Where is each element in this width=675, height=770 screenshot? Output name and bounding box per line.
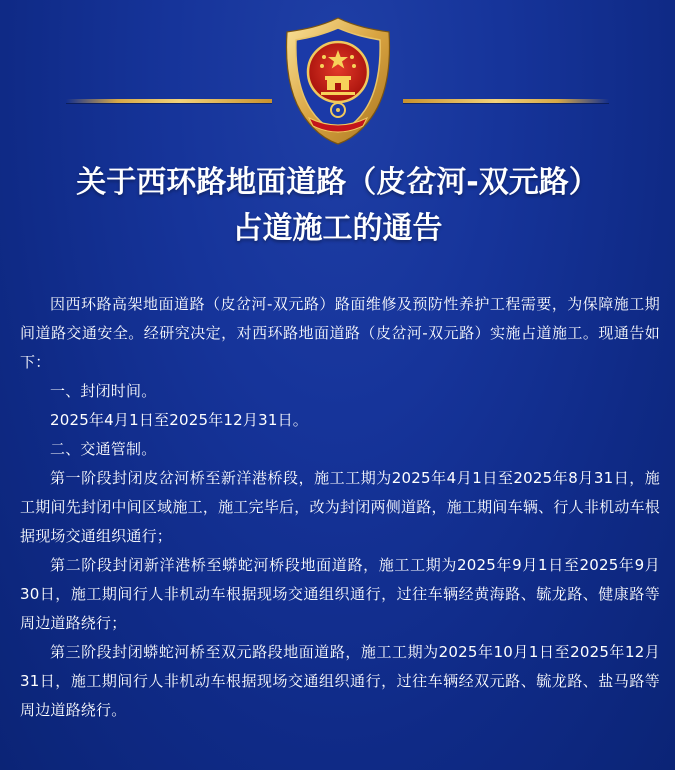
gold-divider-left — [66, 99, 272, 103]
notice-body — [20, 290, 660, 725]
gold-divider-right — [403, 99, 609, 103]
stage-3-paragraph: 第三阶段封闭蟒蛇河桥至双元路段地面道路，施工工期为2025年10月1日至2025年12月31日，施工期间行人非机动车根据现场交通组织通行，过往车辆经双元路、毓龙路、盐马路等周边道路绕行。 — [20, 643, 660, 719]
stage-2-paragraph: 第二阶段封闭新洋港桥至蟒蛇河桥段地面道路，施工工期为2025年9月1日至2025年9月30日，施工期间行人非机动车根据现场交通组织通行，过往车辆经黄海路、毓龙路、健康路等周边道路绕行； — [20, 556, 660, 632]
section-2-heading: 二、交通管制。 — [50, 440, 157, 458]
page-title — [0, 160, 675, 252]
section-1-text: 2025年4月1日至2025年12月31日。 — [50, 411, 309, 429]
section-1-heading: 一、封闭时间。 — [50, 382, 157, 400]
stage-1-paragraph: 第一阶段封闭皮岔河桥至新洋港桥段，施工工期为2025年4月1日至2025年8月31日，施工期间先封闭中间区域施工，施工完毕后，改为封闭两侧道路，施工期间车辆、行人非机动车根据现场交通组织通行； — [20, 469, 660, 545]
header — [0, 0, 675, 150]
police-badge-icon — [279, 14, 397, 146]
title-line-2: 占道施工的通告 — [232, 211, 443, 246]
intro-paragraph: 因西环路高架地面道路（皮岔河-双元路）路面维修及预防性养护工程需要，为保障施工期间道路交通安全。经研究决定，对西环路地面道路（皮岔河-双元路）实施占道施工。现通告如下： — [20, 295, 660, 371]
title-line-1: 关于西环路地面道路（皮岔河-双元路） — [76, 165, 599, 200]
